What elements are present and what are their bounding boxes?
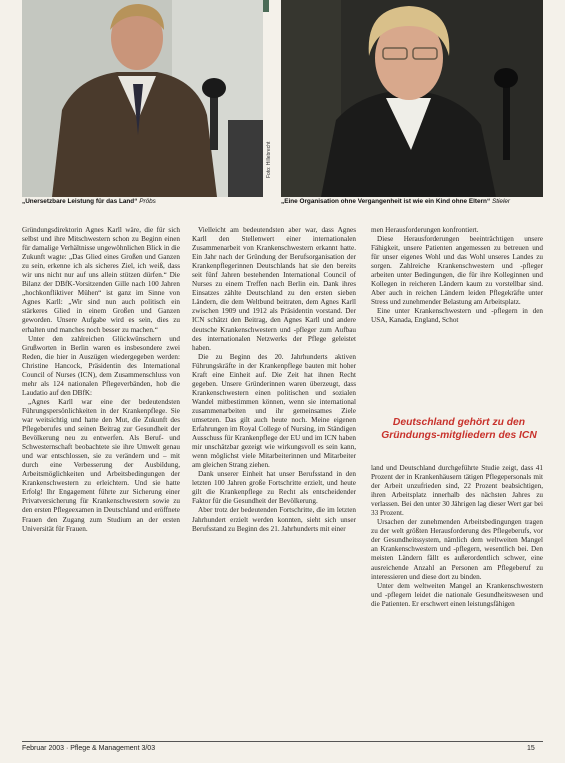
paragraph: land und Deutschland durchgeführte Studie zeigt, dass 41 Prozent der in Krankenhäusern tätigen Pflegepersonals mit der Arbeit unzufrieden sind, 22 Prozent beabsichtigen, ihren Arbeitsplatz innerhalb des nächsten Jahres zu verlassen. Bei den unter 30 Jährigen lag dieser Wert gar bei 33 Prozent. [371, 464, 543, 518]
right-caption-quote: „Eine Organisation ohne Vergangenheit ist wie ein Kind ohne Eltern“ [281, 198, 491, 205]
left-caption-name: Pröbs [139, 198, 156, 205]
left-photo-caption [22, 198, 263, 206]
article-column-2 [192, 226, 356, 534]
photo-man-at-podium [22, 0, 263, 197]
paragraph: Die zu Beginn des 20. Jahrhunderts aktiven Führungskräfte in der Krankenpflege bauten mit hoher Kraft eine Einheit auf. Die Zeit hat ihnen Recht gegeben. Unsere Gründerinnen waren überzeugt, dass Krankenschwestern einen politischen und sozialen Wandel mitbestimmen können, wenn sie international zusammenarbeiten und ihr gemeinsames Ziele umsetzen. Das gilt auch heute noch. Meine eigenen Erfahrungen im Royal College of Nursing, im Ständigen Ausschuss für Krankenpflege der EU und im ICN haben mir unschätzbar gezeigt wie wirkungsvoll es sein kann, wenn möglichst viele Mitarbeiterinnen und Mitarbeiter am gleichen Strang ziehen. [192, 352, 356, 470]
left-caption-quote: „Unersetzbare Leistung für das Land“ [22, 198, 138, 205]
page-number: 15 [527, 745, 535, 752]
man-silhouette-image [22, 0, 263, 197]
pull-quote: Deutschland gehört zu den Gründungs-mitgliedern des ICN [381, 417, 537, 441]
paragraph: Eine unter Krankenschwestern und -pflegern in den USA, Kanada, England, Schot [371, 307, 543, 325]
paragraph: Diese Herausforderungen beeinträchtigen unsere Fähigkeit, unsere Patienten angemessen zu betreuen und für unser eigenes Wohl und das Wohl unseres Landes zu sorgen. Zahlreiche Krankenschwestern und -pfleger arbeiten unter Bedingungen, die für ihre Kolleginnen und Kollegen in reicheren Ländern kaum zu vorstellbar sind. Aber auch in reichen Ländern leiden Pflegekräfte unter Stress und zunehmender Belastung am Arbeitsplatz. [371, 235, 543, 307]
top-green-bar [263, 0, 269, 12]
woman-silhouette-image [281, 0, 543, 197]
article-column-1 [22, 226, 180, 534]
footer-publication: Februar 2003 · Pflege & Management 3/03 [22, 745, 156, 752]
paragraph: Unter dem weltweiten Mangel an Krankenschwestern und -pflegern leidet die nationale Gesundheitswesen und die Patienten. Er erschwert einen leistungsfähigen [371, 581, 543, 608]
paragraph: Ursachen der zunehmenden Arbeitsbedingungen tragen zu der welt größten Herausforderung des Pflegeberufs, vor der Gesundheitssystem, nämlich dem weltweiten Mangel an Krankenschwestern und -pflegern, wesentlich bei. Den meisten Ländern fällt es außerordentlich schwer, eine ausreichende Anzahl an Personen am Pflegeberuf zu interessieren und diese dort zu binden. [371, 518, 543, 581]
right-caption-name: Stieler [491, 198, 511, 205]
right-photo-caption [281, 198, 543, 206]
photo-credit: Foto: Hillebrecht [266, 141, 272, 178]
paragraph: Dank unserer Einheit hat unser Berufsstand in den letzten 100 Jahren große Fortschritte erzielt, und heute gilt die Krankenpflege zu Recht als entscheidender Faktor für die Gesundheit der Bevölkerung. [192, 470, 356, 506]
article-column-3-top [371, 226, 543, 326]
article-column-3-bottom [371, 464, 543, 609]
paragraph: Aber trotz der bedeutenden Fortschritte, die im letzten Jahrhundert erzielt werden konnten, sieht sich unser Berufsstand zu Beginn des 21. Jahrhunderts mit einer [192, 506, 356, 533]
photo-woman-speaker [281, 0, 543, 197]
paragraph: Unter den zahlreichen Glückwünschern und Grußworten in Berlin waren es insbesondere zwei Reden, die hier in Auszügen wiedergegeben werden: Christine Hancock, Präsidentin des International Council of Nurses (ICN), dem Zusammenschluss von mehr als 124 nationalen Pflegeverbänden, hob die Laudatio auf den DBfK: [22, 334, 180, 397]
paragraph: „Agnes Karll war eine der bedeutendsten Führungspersönlichkeiten in der Krankenpflege. Sie war weitsichtig und hatte den Mut, die Zukunft des Pflegeberufes und seinen Beitrag zur Gesundheit der Bevölkerung neu zu entwerfen. Als Beruf- und Schwesternschaft beobachtete sie ihre Umwelt genau und war entschlossen, sie zu verändern und – mit durch eine Verbesserung der Ausbildung, Arbeitsmöglichkeiten und Arbeitsbedingungen der Krankenschwestern zu erleichtern. Und sie hatte Erfolg! Ihr Engagement führte zur Sicherung einer Privatversicherung für Krankenschwestern sowie zu den ersten Pflegeexamen in Deutschland und eröffnete Frauen den Zugang zum Studium an der ersten Universität für Frauen. [22, 397, 180, 533]
paragraph: Vielleicht am bedeutendsten aber war, dass Agnes Karll den Stellenwert einer internationalen Zusammenarbeit von Krankenschwestern erkannt hatte. Ein Jahr nach der Gründung der Berufsorganisation der Krankenpflegerinnen Deutschlands hat sie den bereits seit fünf Jahren bestehenden International Council of Nurses zu einem Treffen nach Berlin ein. Dank ihres Einsatzes zählte Deutschland zu den ersten sieben Ländern, die dem Weltbund beitraten, dem Agnes Karll zwischen 1909 und 1912 als Präsidentin vorstand. Der ICN schätzt den Beitrag, den Agnes Karll und andere deutsche Krankenschwestern und -pfleger zum Aufbau des internationalen Netzwerks der Pflege geleistet haben. [192, 226, 356, 352]
footer-rule [22, 741, 543, 742]
paragraph: men Herausforderungen konfrontiert. [371, 226, 479, 234]
paragraph: Gründungsdirektorin Agnes Karll wäre, die für sich selbst und ihre Mitschwestern schon zu Beginn einen für damalige Verhältnisse ungewöhnlichen Blick in die Zukunft wagte: „Das Glied eines Großen und Ganzen zu sein, erkenne ich als sicheres Ziel, ich weiß, dass wir uns nicht nur auf uns allein stützen dürfen.“ Die Bilanz der DBfK-Vorsitzenden Gille nach 100 Jahren „hochkonfliktiver Mühen“ ist ganz im Sinne von Agnes Karll: „Wir sind nun auch politisch ein stärkeres Glied in einem Großen und Ganzen geworden. Unsere Aufgabe wird es sein, dies zu erhalten und manches noch besser zu machen.“ [22, 226, 180, 334]
